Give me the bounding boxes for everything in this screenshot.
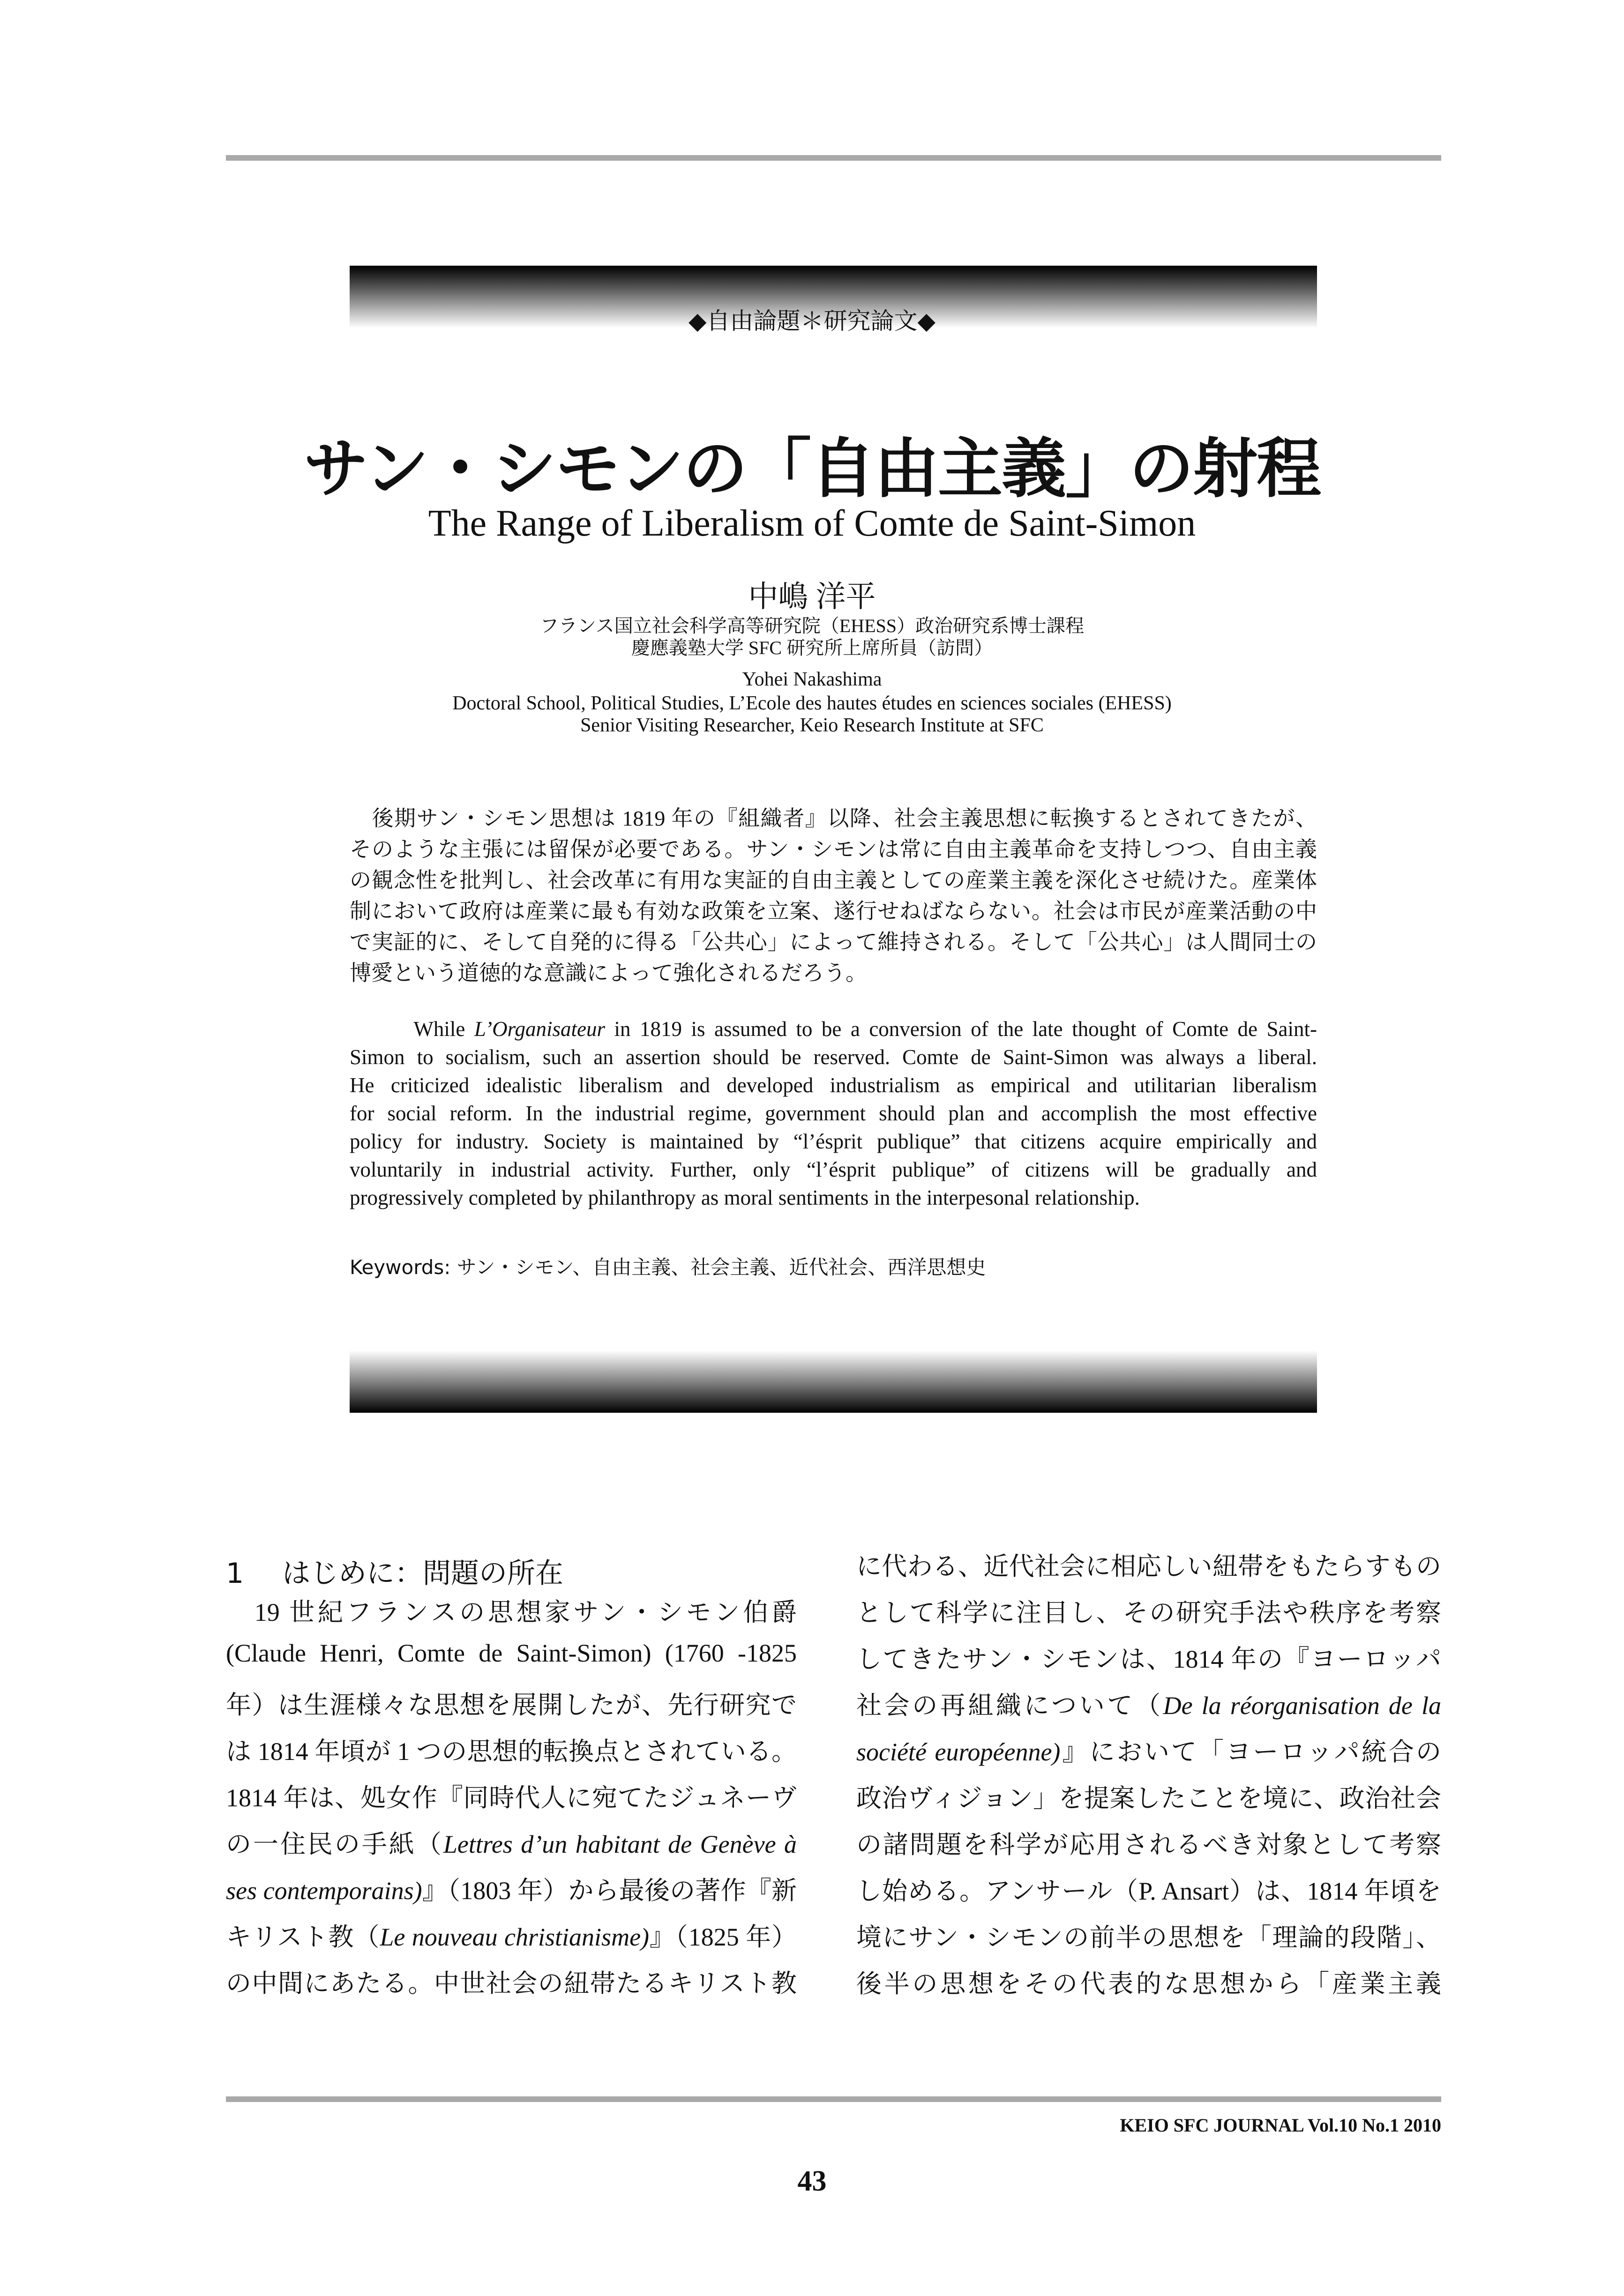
text-line: 境にサン・シモンの前半の思想を「理論的段階」、 xyxy=(856,1923,1441,1952)
text-segment: in 1819 is assumed to be a conversion of the late thought of Comte de Saint- xyxy=(605,1017,1317,1041)
page-title: サン・シモンの「自由主義」の射程 xyxy=(303,431,1321,507)
text-segment: 』（1803 年）から最後の著作『新 xyxy=(422,1877,797,1905)
section-number: 1 xyxy=(226,1557,244,1590)
italic-title: Le nouveau christianisme) xyxy=(380,1923,650,1951)
italic-title: société européenne) xyxy=(856,1738,1061,1766)
text-line: policy for industry. Society is maintained by “l’ésprit publique” that citizens acquire empirically and xyxy=(350,1130,1317,1153)
italic-title: Lettres d’un habitant de Genève à xyxy=(443,1830,797,1858)
text-line xyxy=(856,1732,1441,1768)
affiliation-jp-1: フランス国立社会科学高等研究院（EHESS）政治研究系博士課程 xyxy=(539,615,1085,636)
text-line xyxy=(226,1917,797,1953)
text-line: し始める。アンサール（P. Ansart）は、1814 年頃を xyxy=(856,1877,1441,1905)
text-line: 制において政府は産業に最も有効な政策を立案、遂行せねばならない。社会は市民が産業活動の中 xyxy=(350,899,1317,923)
text-line: for social reform. In the industrial regime, government should plan and accomplish the most effective xyxy=(350,1102,1317,1125)
text-line: 後半の思想をその代表的な思想から「産業主義 xyxy=(856,1970,1441,1998)
author-name-en: Yohei Nakashima xyxy=(742,669,882,690)
text-line: Simon to socialism, such an assertion should be reserved. Comte de Saint-Simon was always a liberal. xyxy=(350,1045,1317,1069)
affiliation-en-1: Doctoral School, Political Studies, L’Ecole des hautes études en sciences sociales (EHESS) xyxy=(452,693,1172,714)
text-line: として科学に注目し、その研究手法や秩序を考察 xyxy=(856,1599,1441,1627)
text-line: そのような主張には留保が必要である。サン・シモンは常に自由主義革命を支持しつつ、自由主義 xyxy=(350,837,1317,861)
text-line: 後期サン・シモン思想は 1819 年の『組織者』以降、社会主義思想に転換するとされてきたが、 xyxy=(350,806,1317,830)
text-line: は 1814 年頃が 1 つの思想的転換点とされている。 xyxy=(226,1737,797,1766)
text-line: 年）は生涯様々な思想を展開したが、先行研究で xyxy=(226,1691,797,1719)
text-line: の観念性を批判し、社会改革に有用な実証的自由主義としての産業主義を深化させ続けた。産業体 xyxy=(350,868,1317,892)
top-rule xyxy=(226,155,1441,161)
text-line: 19 世紀フランスの思想家サン・シモン伯爵 xyxy=(226,1598,797,1626)
keywords-value: サン・シモン、自由主義、社会主義、近代社会、西洋思想史 xyxy=(457,1256,986,1279)
keywords-label: Keywords: xyxy=(350,1256,451,1279)
italic-title: De la réorganisation de la xyxy=(1163,1692,1441,1720)
text-segment: の一住民の手紙（ xyxy=(226,1830,443,1858)
text-line: 博愛という道徳的な意識によって強化されるだろう。 xyxy=(350,961,867,985)
text-line xyxy=(226,1824,797,1860)
text-segment: While xyxy=(350,1017,474,1041)
abstract-end-gradient-band xyxy=(350,1350,1317,1413)
text-line: (Claude Henri, Comte de Saint-Simon) (1760 -1825 xyxy=(226,1639,797,1667)
text-segment: 社会の再組織について（ xyxy=(856,1692,1163,1720)
section-title: はじめに：問題の所在 xyxy=(282,1557,563,1590)
italic-title: L’Organisateur xyxy=(474,1017,606,1041)
bottom-rule xyxy=(226,2096,1441,2102)
affiliation-en-2: Senior Visiting Researcher, Keio Research Institute at SFC xyxy=(580,715,1044,736)
text-line: 1814 年は、処女作『同時代人に宛てたジュネーヴ xyxy=(226,1784,797,1812)
text-line: の中間にあたる。中世社会の紐帯たるキリスト教 xyxy=(226,1969,797,1998)
text-line: progressively completed by philanthropy as moral sentiments in the interpesonal relationship. xyxy=(350,1186,1140,1209)
affiliation-jp-2: 慶應義塾大学 SFC 研究所上席所員（訪問） xyxy=(631,637,993,658)
text-line: で実証的に、そして自発的に得る「公共心」によって維持される。そして「公共心」は人間同士の xyxy=(350,930,1317,954)
text-line: voluntarily in industrial activity. Further, only “l’ésprit publique” of citizens will be gradually and xyxy=(350,1158,1317,1181)
text-line xyxy=(350,1017,1317,1041)
keywords xyxy=(350,1252,986,1280)
text-line xyxy=(226,1871,797,1907)
text-line: 政治ヴィジョン」を提案したことを境に、政治社会 xyxy=(856,1784,1441,1812)
text-segment: キリスト教（ xyxy=(226,1923,380,1951)
text-line xyxy=(856,1685,1441,1722)
page-number: 43 xyxy=(797,2165,827,2197)
section-heading xyxy=(226,1551,563,1591)
article-category: ◆自由論題＊研究論文◆ xyxy=(689,307,935,335)
text-line: に代わる、近代社会に相応しい紐帯をもたらすもの xyxy=(856,1552,1441,1580)
text-line: He criticized idealistic liberalism and developed industrialism as empirical and utilitarian liberalism xyxy=(350,1073,1317,1097)
text-segment: 』（1825 年） xyxy=(649,1923,797,1951)
english-title: The Range of Liberalism of Comte de Saint-Simon xyxy=(428,503,1196,544)
italic-title: ses contemporains) xyxy=(226,1877,422,1905)
author-name-jp: 中嶋 洋平 xyxy=(748,580,876,613)
journal-footer: KEIO SFC JOURNAL Vol.10 No.1 2010 xyxy=(1120,2115,1441,2136)
text-line: の諸問題を科学が応用されるべき対象として考察 xyxy=(856,1831,1441,1859)
text-segment: 』において「ヨーロッパ統合の xyxy=(1060,1738,1442,1766)
text-line: してきたサン・シモンは、1814 年の『ヨーロッパ xyxy=(856,1645,1441,1673)
